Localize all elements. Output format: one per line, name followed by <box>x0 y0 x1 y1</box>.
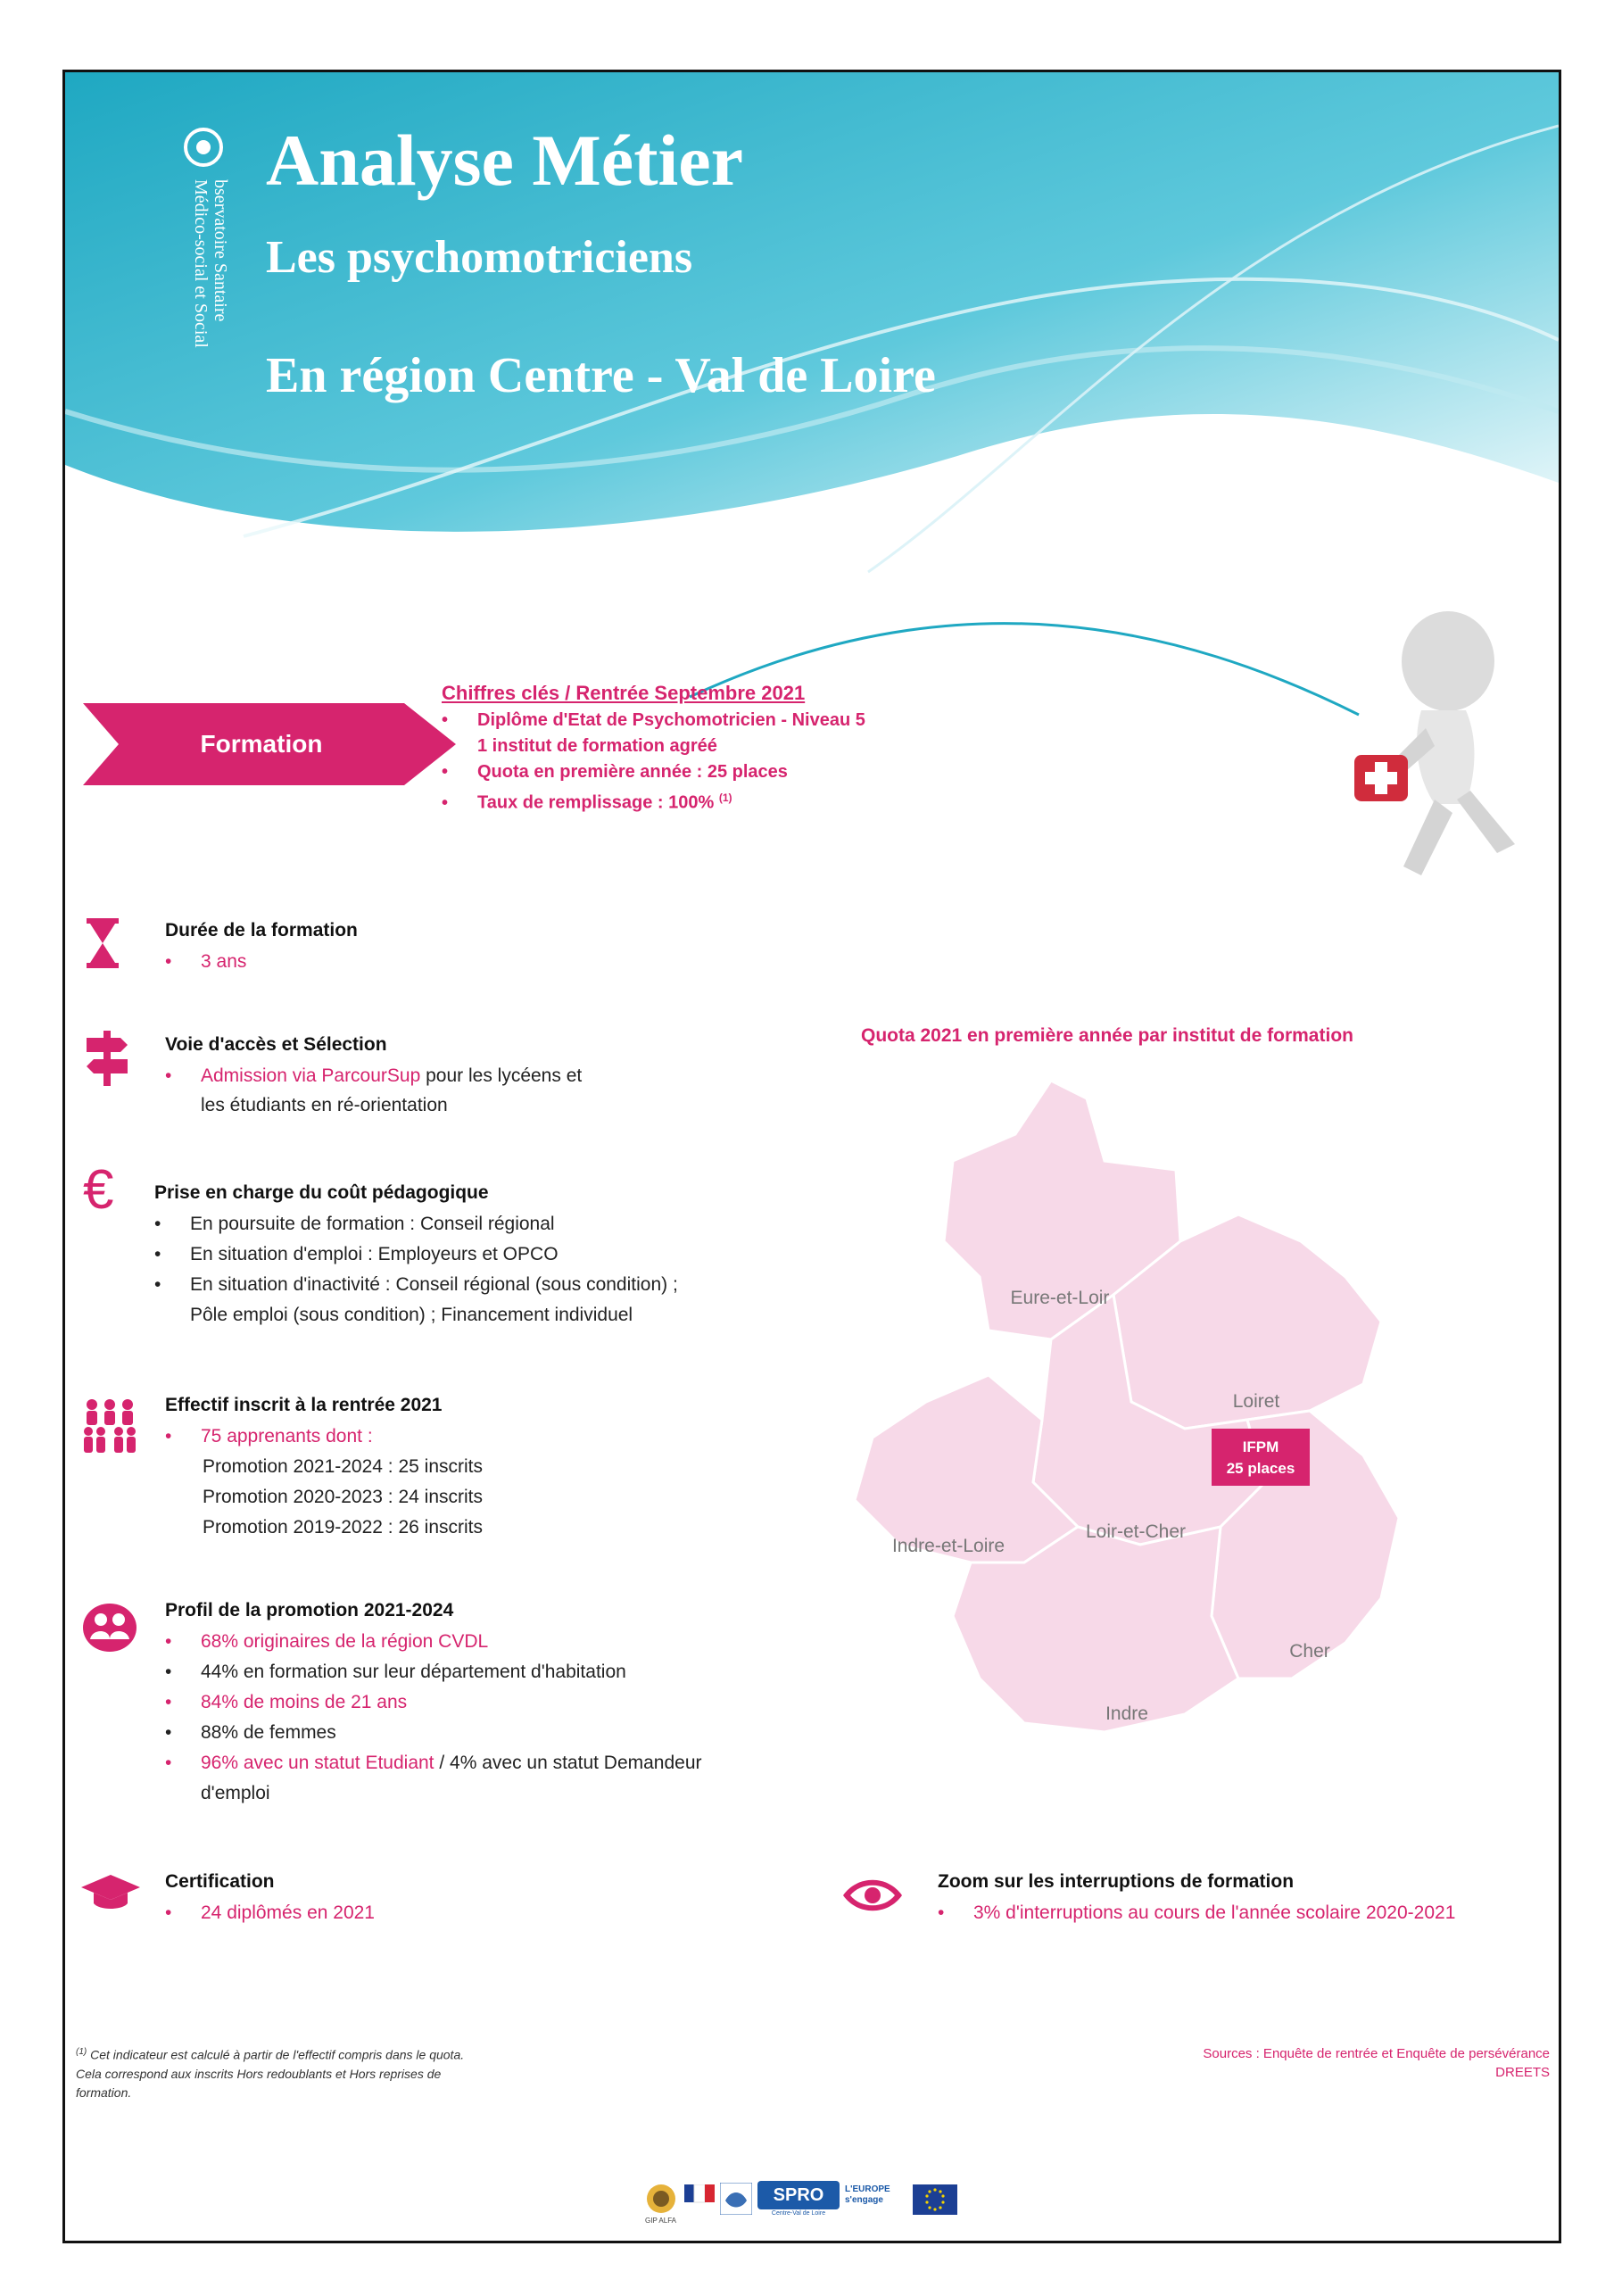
duree-value: 3 ans <box>201 951 247 972</box>
map-label-indre: Indre <box>1105 1703 1148 1724</box>
group-people-icon <box>81 1397 138 1455</box>
cout-continuation: Pôle emploi (sous condition) ; Financement individuel <box>190 1305 633 1325</box>
gip-alfa-label: GIP ALFA <box>645 2217 676 2225</box>
voie-highlight: Admission via ParcourSup <box>201 1065 421 1086</box>
profil-title: Profil de la promotion 2021-2024 <box>165 1600 454 1620</box>
region-logo-icon <box>720 2183 752 2215</box>
key-figure-item: • 1 institut de formation agréé <box>442 736 717 756</box>
key-figures-list <box>442 708 865 816</box>
ifpm-marker <box>1212 1429 1310 1486</box>
ifpm-name: IFPM <box>1242 1438 1279 1455</box>
euro-icon: € <box>83 1159 114 1221</box>
voie-title: Voie d'accès et Sélection <box>165 1034 387 1055</box>
voie-line2: les étudiants en ré-orientation <box>201 1095 448 1115</box>
cout-item: • En situation d'emploi : Employeurs et OPCO <box>154 1244 559 1264</box>
certification-title: Certification <box>165 1871 275 1892</box>
people-circle-icon <box>81 1602 138 1654</box>
profil-item: • 96% avec un statut Etudiant / 4% avec un statut Demandeur <box>165 1753 702 1773</box>
gip-alfa-logo-icon <box>645 2183 677 2215</box>
formation-banner-label: Formation <box>200 730 323 758</box>
profil-item-continuation: d'emploi <box>201 1783 270 1803</box>
profil-item: • 84% de moins de 21 ans <box>165 1692 408 1712</box>
zoom-value-row: • 3% d'interruptions au cours de l'année scolaire 2020-2021 <box>938 1902 1456 1923</box>
effectif-line: Promotion 2020-2023 : 24 inscrits <box>203 1487 484 1507</box>
voie-rest: pour les lycéens et <box>420 1065 583 1086</box>
graduation-cap-icon <box>81 1875 140 1911</box>
effectif-line: Promotion 2019-2022 : 26 inscrits <box>203 1517 484 1538</box>
duree-value-row: • 3 ans <box>165 951 247 972</box>
profil-item: • 44% en formation sur leur département d'habitation <box>165 1662 626 1682</box>
footnote-line2: Cela correspond aux inscrits Hors redoublants et Hors reprises de <box>76 2066 442 2081</box>
profil-item: • 68% originaires de la région CVDL <box>165 1631 489 1652</box>
spro-logo: SPRO <box>757 2181 840 2209</box>
sources <box>1203 2044 1550 2082</box>
effectif-list <box>165 1422 483 1543</box>
profil-item: • 88% de femmes <box>165 1722 336 1743</box>
org-name-vertical <box>191 179 239 501</box>
map-title: Quota 2021 en première année par institut de formation <box>861 1025 1353 1046</box>
sources-line1: Sources : Enquête de rentrée et Enquête de persévérance <box>1203 2046 1550 2061</box>
footnote-line3: formation. <box>76 2085 132 2100</box>
cout-list <box>154 1209 678 1330</box>
zoom-value: 3% d'interruptions au cours de l'année scolaire 2020-2021 <box>973 1902 1456 1923</box>
key-figure-item: • Quota en première année : 25 places <box>442 762 788 782</box>
page-title: Analyse Métier <box>266 120 744 201</box>
certification-value: 24 diplômés en 2021 <box>201 1902 375 1923</box>
map-label-eure-et-loir: Eure-et-Loir <box>1010 1288 1110 1308</box>
republique-logo-icon <box>684 2184 715 2211</box>
effectif-title: Effectif inscrit à la rentrée 2021 <box>165 1395 443 1415</box>
ifpm-places: 25 places <box>1226 1460 1295 1477</box>
footnote-line1: Cet indicateur est calculé à partir de l'effectif compris dans le quota. <box>87 2047 465 2062</box>
cout-item: • En poursuite de formation : Conseil régional <box>154 1214 555 1234</box>
org-name-line1: bservatoire Santaire <box>211 179 230 322</box>
org-name-line2: Médico-social et Social <box>191 179 211 348</box>
zoom-title: Zoom sur les interruptions de formation <box>938 1871 1295 1892</box>
partner-logos <box>645 2181 1055 2234</box>
effectif-line: Promotion 2021-2024 : 25 inscrits <box>203 1456 484 1477</box>
map-label-cher: Cher <box>1289 1641 1330 1662</box>
map-label-indre-et-loire: Indre-et-Loire <box>891 1536 1005 1556</box>
page-frame <box>62 70 1561 2243</box>
key-figure-item: • Taux de remplissage : 100% $^{(1)}$ <box>442 792 732 813</box>
eye-icon <box>841 1875 904 1916</box>
cout-title: Prise en charge du coût pédagogique <box>154 1182 489 1203</box>
footnote-mark: (1) <box>76 2047 87 2057</box>
map-label-loiret: Loiret <box>1232 1391 1280 1412</box>
map-label-loir-et-cher: Loir-et-Cher <box>1085 1521 1187 1542</box>
europe-engage-logo: L'EUROPE s'engage <box>845 2184 890 2205</box>
spro-subtitle: Centre-Val de Loire <box>771 2210 826 2217</box>
running-figure-icon <box>1341 599 1537 902</box>
footnote <box>76 2043 464 2102</box>
region-title: En région Centre - Val de Loire <box>266 348 936 403</box>
key-figures-heading: Chiffres clés / Rentrée Septembre 2021 <box>442 682 806 704</box>
observatoire-logo-icon <box>181 126 226 169</box>
region-map <box>846 1063 1452 1741</box>
eu-flag-icon <box>913 2184 957 2215</box>
effectif-lead: • 75 apprenants dont : <box>165 1426 373 1446</box>
footnote-mark: (1) <box>718 792 732 804</box>
voie-value-row: • Admission via ParcourSup pour les lycéens et <box>165 1065 583 1086</box>
certification-value-row: • 24 diplômés en 2021 <box>165 1902 375 1923</box>
page-subtitle: Les psychomotriciens <box>266 232 693 283</box>
hourglass-icon <box>85 918 120 968</box>
sources-line2: DREETS <box>1495 2065 1550 2080</box>
profil-list <box>165 1627 702 1809</box>
key-figure-item: • Diplôme d'Etat de Psychomotricien - Niveau 5 <box>442 710 865 730</box>
cout-item: • En situation d'inactivité : Conseil régional (sous condition) ; <box>154 1274 678 1295</box>
duree-title: Durée de la formation <box>165 920 358 941</box>
signpost-icon <box>81 1031 133 1086</box>
